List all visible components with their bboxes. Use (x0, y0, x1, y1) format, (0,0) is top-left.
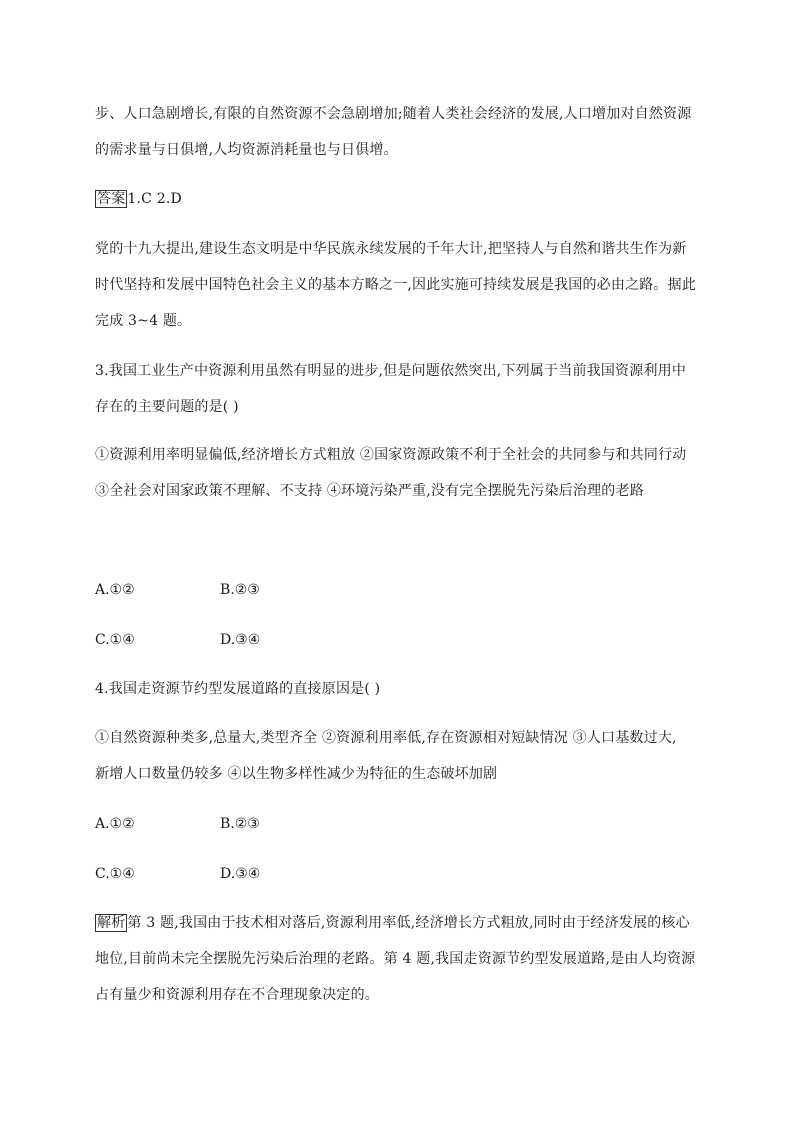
q3-items-line2: ③全社会对国家政策不理解、不支持 ④环境污染严重,没有完全摆脱先污染后治理的老路 (95, 483, 644, 499)
q3-option-b: B.②③ (220, 582, 260, 598)
intro-line1: 党的十九大提出,建设生态文明是中华民族永续发展的千年大计,把坚持人与自然和谐共生作为新 (95, 241, 687, 257)
q3-option-d: D.③④ (220, 632, 261, 648)
answer-tag: 答案 (97, 191, 126, 207)
q3-stem-line1: 3.我国工业生产中资源利用虽然有明显的进步,但是问题依然突出,下列属于当前我国资源利用中 (95, 363, 687, 379)
q3-option-c: C.①④ (95, 632, 135, 648)
intro-line2: 时代坚持和发展中国特色社会主义的基本方略之一,因此实施可持续发展是我国的必由之路。据此 (95, 277, 697, 293)
analysis-tag: 解析 (97, 915, 126, 931)
document-page (95, 0, 705, 1123)
q4-items-line2: 新增人口数量仍较多 ④以生物多样性减少为特征的生态破坏加剧 (95, 766, 498, 782)
analysis-line3: 占有量少和资源利用存在不合理现象决定的。 (95, 987, 379, 1003)
q4-option-c: C.①④ (95, 866, 135, 882)
q4-option-a: A.①② (95, 816, 135, 832)
q3-stem-line2: 存在的主要问题的是( ) (95, 399, 239, 415)
analysis-line2: 地位,目前尚未完全摆脱先污染后治理的老路。第 4 题,我国走资源节约型发展道路,是由人均资源 (95, 951, 696, 967)
answer-text: 1.C 2.D (127, 191, 182, 207)
para1-line2: 的需求量与日俱增,人均资源消耗量也与日俱增。 (95, 142, 398, 158)
q3-items-line1: ①资源利用率明显偏低,经济增长方式粗放 ②国家资源政策不利于全社会的共同参与和共同行动 (95, 447, 687, 463)
q3-option-a: A.①② (95, 582, 135, 598)
q4-option-b: B.②③ (220, 816, 260, 832)
para1-line1: 步、人口急剧增长,有限的自然资源不会急剧增加;随着人类社会经济的发展,人口增加对自然资源 (95, 106, 692, 122)
analysis-text-line1: 第 3 题,我国由于技术相对落后,资源利用率低,经济增长方式粗放,同时由于经济发展的核心 (127, 915, 690, 931)
analysis-line1 (95, 914, 690, 932)
q4-items-line1: ①自然资源种类多,总量大,类型齐全 ②资源利用率低,存在资源相对短缺情况 ③人口基数过大, (95, 730, 677, 746)
intro-line3: 完成 3~4 题。 (95, 313, 192, 329)
answer-line (95, 190, 182, 208)
q4-stem: 4.我国走资源节约型发展道路的直接原因是( ) (95, 681, 381, 697)
q4-option-d: D.③④ (220, 866, 261, 882)
